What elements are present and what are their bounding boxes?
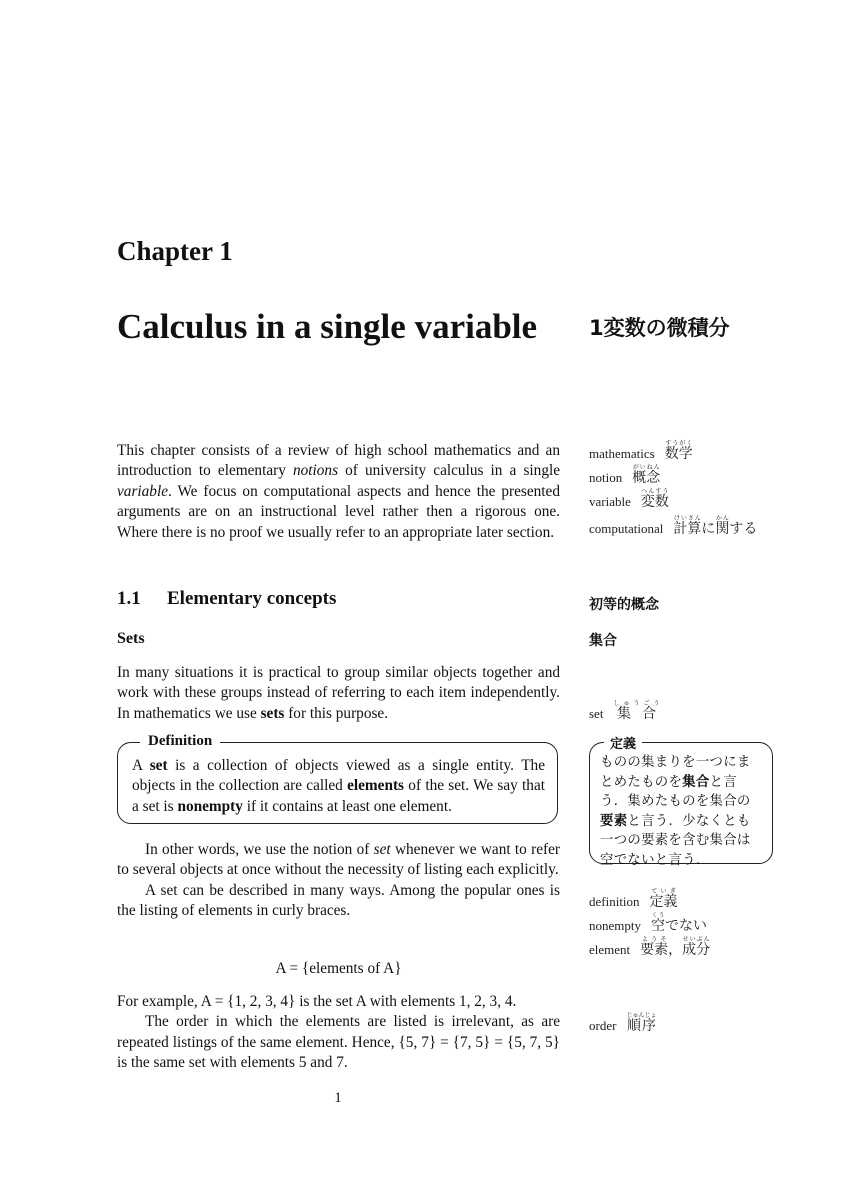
gloss-item-notion: notion 概念がいねん	[589, 464, 661, 486]
gloss-item-definition: definition 定義ていぎ	[589, 888, 678, 910]
intro-paragraph: This chapter consists of a review of high school mathematics and an introduction to elementary notions of university calculus in a single variable. We focus on computational aspects and hence the presented arguments are on an instructional level rather then a rigorous one. Where there is no proof we usually refer to an appropriate later section.	[117, 442, 561, 541]
chapter-title-japanese: 1変数の微積分	[589, 316, 730, 340]
emphasis-variable: variable	[117, 482, 168, 500]
example-paragraph: For example, A = {1, 2, 3, 4} is the set A with elements 1, 2, 3, 4. The order in which the elements are listed is irrelevant, as are repeated listings of the same element. Hence, {5, 7} = {7, 5} = {5, 7, 5} is the same set with elements 5 and 7.	[117, 993, 560, 1072]
emphasis-notions: notions	[292, 462, 339, 480]
gloss-item-nonempty: nonempty 空くうでない	[589, 912, 707, 934]
gloss-item-order: order 順序じゅんじょ	[589, 1012, 657, 1034]
definition-text: A set is a collection of objects viewed as a single entity. The objects in the collection are called elements of the set. We say that a set is nonempty if it contains at least one element.	[132, 757, 545, 815]
definition-text-japanese: ものの集まりを一つにまとめたものを集合と言う．集めたものを集合の要素と言う．少なくとも一つの要素を含む集合は空でないと言う．	[600, 755, 751, 868]
chapter-title: Calculus in a single variable	[117, 307, 538, 346]
page-number: 1	[334, 1090, 342, 1106]
other-words-paragraph: In other words, we use the notion of set whenever we want to refer to several objects at once without the necessity of listing each explicitly. A set can be described in many ways. Among the popular ones is the listing of elements in curly braces.	[117, 841, 560, 920]
section-heading: 1.1 Elementary concepts	[117, 588, 337, 609]
subsection-heading: Sets	[117, 630, 145, 647]
gloss-item-computational: computational 計算けいさんに関かんする	[589, 515, 758, 537]
definition-label: Definition	[140, 733, 220, 750]
gloss-item-set: set 集合しゅうごう	[589, 700, 664, 722]
glossary-definition	[589, 888, 779, 959]
gloss-item-variable: variable 変数へんすう	[589, 488, 669, 510]
chapter-label: Chapter 1	[117, 236, 233, 266]
glossary-intro	[589, 440, 779, 538]
subsection-heading-japanese: 集合	[589, 633, 617, 649]
section-heading-japanese: 初等的概念	[589, 597, 659, 613]
gloss-item-element: element 要素ようそ，成分せいぶん	[589, 936, 711, 958]
gloss-item-mathematics: mathematics 数学すうがく	[589, 440, 693, 462]
display-equation: A = {elements of A}	[275, 960, 402, 977]
definition-box	[117, 733, 558, 824]
definition-label-japanese: 定義	[604, 733, 642, 752]
sets-paragraph: In many situations it is practical to group similar objects together and work with these groups instead of referring to each item independently. In mathematics we use sets for this purpose.	[117, 664, 560, 722]
definition-box-japanese	[589, 737, 773, 868]
